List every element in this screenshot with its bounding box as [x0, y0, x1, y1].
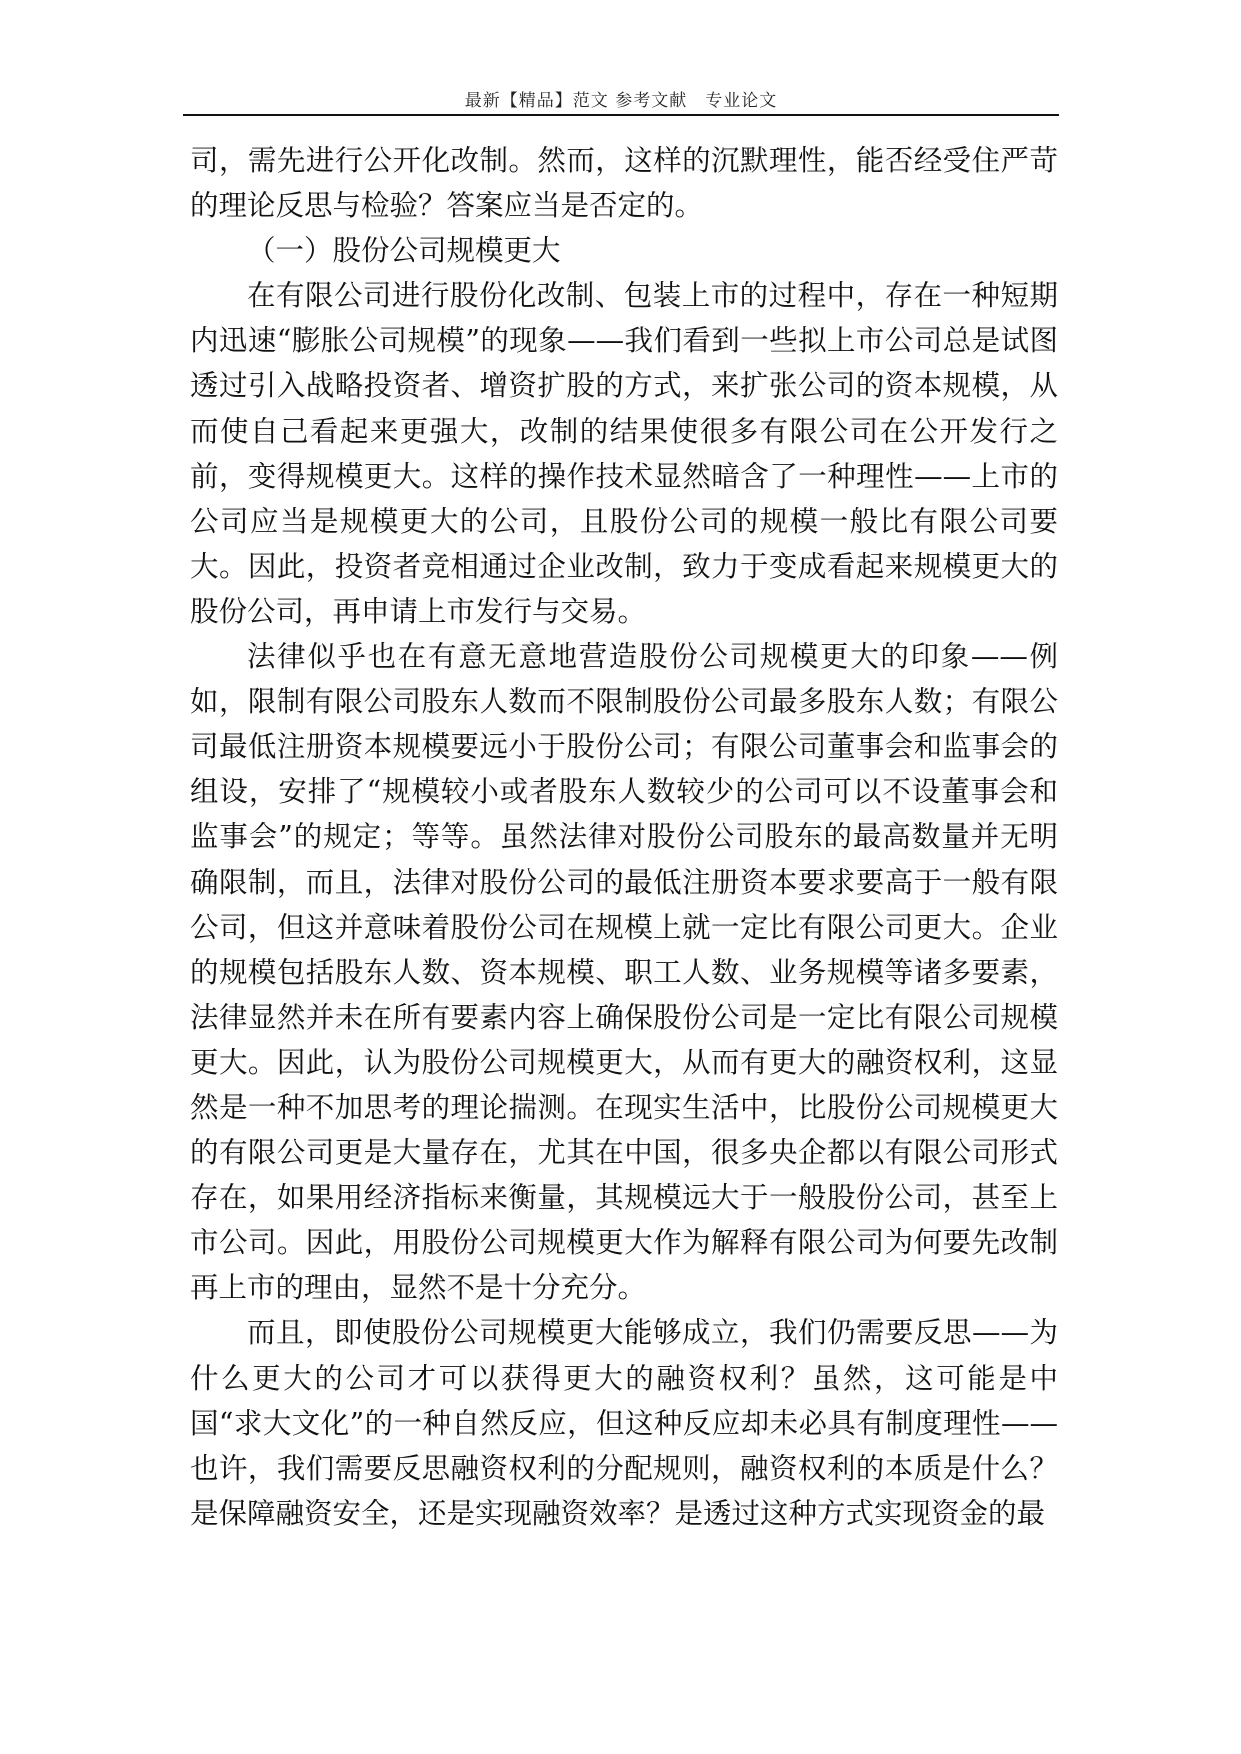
- header-divider: [183, 114, 1059, 116]
- paragraph: 法律似乎也在有意无意地营造股份公司规模更大的印象——例如，限制有限公司股东人数而不限制股份公司最多股东人数；有限公司最低注册资本规模要远小于股份公司；有限公司董事会和监事会的组设，安排了“规模较小或者股东人数较少的公司可以不设董事会和监事会”的规定；等等。虽然法律对股份公司股东的最高数量并无明确限制，而且，法律对股份公司的最低注册资本要求要高于一般有限公司，但这并意味着股份公司在规模上就一定比有限公司更大。企业的规模包括股东人数、资本规模、职工人数、业务规模等诸多要素，法律显然并未在所有要素内容上确保股份公司是一定比有限公司规模更大。因此，认为股份公司规模更大，从而有更大的融资权利，这显然是一种不加思考的理论揣测。在现实生活中，比股份公司规模更大的有限公司更是大量存在，尤其在中国，很多央企都以有限公司形式存在，如果用经济指标来衡量，其规模远大于一般股份公司，甚至上市公司。因此，用股份公司规模更大作为解释有限公司为何要先改制再上市的理由，显然不是十分充分。: [190, 640, 1058, 1305]
- section-heading: （一）股份公司规模更大: [247, 234, 561, 268]
- paragraph: 而且，即使股份公司规模更大能够成立，我们仍需要反思——为什么更大的公司才可以获得更大的融资权利？虽然，这可能是中国“求大文化”的一种自然反应，但这种反应却未必具有制度理性——也许，我们需要反思融资权利的分配规则，融资权利的本质是什么？是保障融资安全，还是实现融资效率？是透过这种方式实现资金的最: [190, 1316, 1058, 1530]
- paragraph-continuation: 司，需先进行公开化改制。然而，这样的沉默理性，能否经受住严苛的理论反思与检验？答案应当是否定的。: [190, 144, 1058, 223]
- paragraph: 在有限公司进行股份化改制、包装上市的过程中，存在一种短期内迅速“膨胀公司规模”的现象——我们看到一些拟上市公司总是试图透过引入战略投资者、增资扩股的方式，来扩张公司的资本规模，从而使自己看起来更强大，改制的结果使很多有限公司在公开发行之前，变得规模更大。这样的操作技术显然暗含了一种理性——上市的公司应当是规模更大的公司，且股份公司的规模一般比有限公司要大。因此，投资者竞相通过企业改制，致力于变成看起来规模更大的股份公司，再申请上市发行与交易。: [190, 279, 1058, 628]
- page-header: 最新【精品】范文 参考文献 专业论文: [464, 91, 778, 111]
- document-body: [190, 138, 1058, 1536]
